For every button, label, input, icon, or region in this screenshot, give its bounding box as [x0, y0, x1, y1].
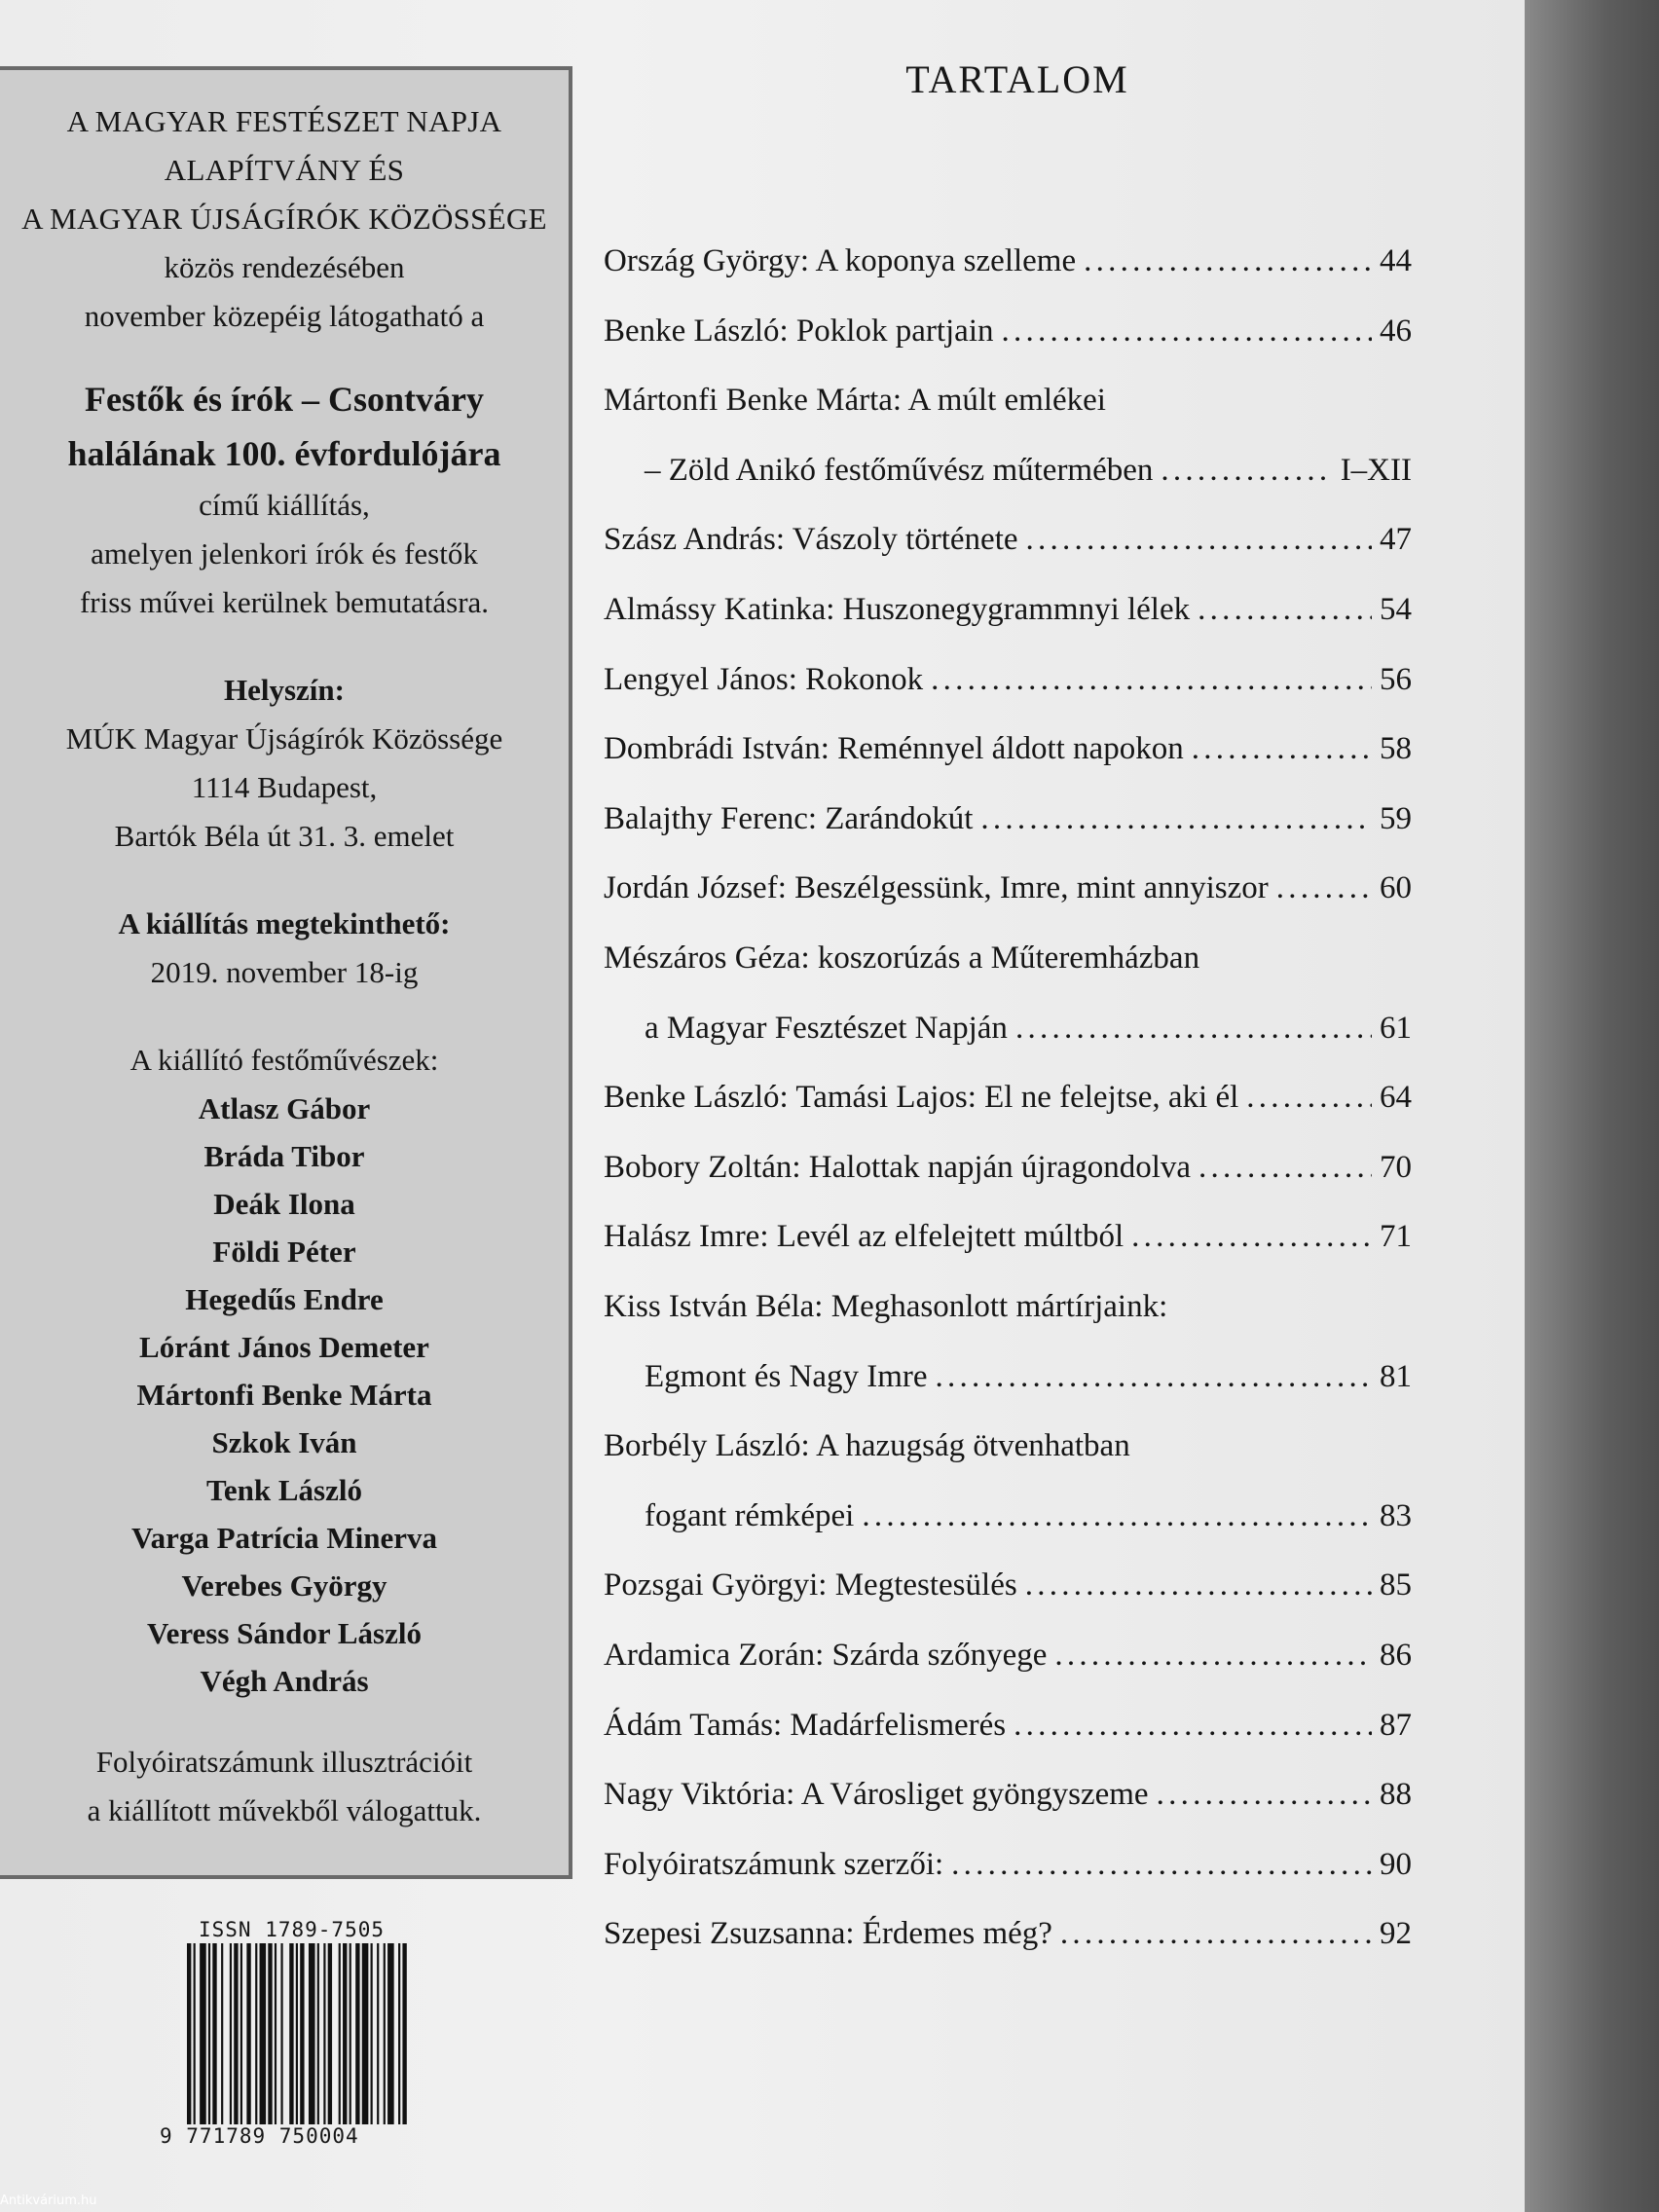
toc-dot-leader — [1276, 870, 1372, 906]
toc-entry — [604, 1916, 1412, 1952]
issn-label: ISSN 1789-7505 — [199, 1918, 386, 1941]
toc-entry — [604, 592, 1412, 628]
artist-name: Szkok Iván — [211, 1425, 357, 1459]
artist-name: Verebes György — [181, 1568, 387, 1603]
toc-entry-page: 88 — [1380, 1777, 1412, 1813]
toc-dot-leader — [1054, 1638, 1372, 1674]
toc-dot-leader — [1192, 731, 1372, 767]
toc-entry — [604, 1219, 1412, 1255]
toc-entry — [604, 383, 1412, 419]
barcode-bar — [246, 1943, 250, 2124]
toc-entry-title: Szász András: Vászoly története — [604, 522, 1018, 558]
toc-entry-title: Mészáros Géza: koszorúzás a Műteremházban — [604, 940, 1200, 976]
toc-entry-title: Bobory Zoltán: Halottak napján újragondolva — [604, 1149, 1192, 1185]
footer-line: a kiállított művekből válogattuk. — [87, 1793, 482, 1827]
toc-entry — [645, 1011, 1412, 1047]
barcode-bar — [194, 1943, 196, 2124]
toc-entry-title: Almássy Katinka: Huszonegygrammnyi lélek — [604, 592, 1191, 627]
barcode-bar — [371, 1943, 373, 2124]
toc-entry-page: 44 — [1380, 243, 1412, 278]
toc-entry-page: 54 — [1380, 592, 1412, 627]
toc-entry-title: – Zöld Anikó festőművész műtermében — [645, 452, 1154, 488]
toc-entry-title: Folyóiratszámunk szerzői: — [604, 1846, 944, 1882]
toc-entry-title: Ország György: A koponya szelleme — [604, 243, 1077, 278]
toc-entry-page: 90 — [1380, 1846, 1412, 1882]
toc-entry-page: 61 — [1380, 1010, 1412, 1046]
toc-dot-leader — [862, 1498, 1372, 1534]
toc-dot-leader — [1026, 522, 1372, 558]
barcode-bar — [350, 1943, 351, 2124]
toc-entry-title: Halász Imre: Levél az elfelejtett múltból — [604, 1219, 1124, 1255]
toc-entry-page: 71 — [1380, 1219, 1412, 1255]
toc-entry-title: Mártonfi Benke Márta: A múlt emlékei — [604, 383, 1106, 419]
toc-entry-title: Ardamica Zorán: Szárda szőnyege — [604, 1638, 1048, 1673]
footer-line: Folyóiratszámunk illusztrációit — [95, 1745, 473, 1779]
barcode-bar — [339, 1943, 341, 2124]
org-line: A MAGYAR FESTÉSZET NAPJA — [66, 104, 502, 138]
toc-entry — [604, 522, 1412, 558]
toc-entry — [604, 1289, 1412, 1325]
toc-entry-title: a Magyar Fesztészet Napján — [645, 1010, 1008, 1046]
toc-dot-leader — [1060, 1916, 1372, 1952]
toc-entry-title: Pozsgai Györgyi: Megtestesülés — [604, 1567, 1017, 1604]
toc-dot-leader — [1198, 1150, 1372, 1186]
toc-entry-title: Balajthy Ferenc: Zarándokút — [604, 800, 974, 836]
barcode-bar — [280, 1943, 282, 2124]
barcode-bar — [384, 1943, 386, 2124]
artists-label: A kiállító festőművészek: — [129, 1043, 439, 1077]
toc-entry — [604, 870, 1412, 906]
toc-entry-title: Benke László: Poklok partjain — [604, 313, 994, 349]
venue-line: MÚK Magyar Újságírók Közössége — [65, 721, 503, 756]
barcode-bar — [296, 1943, 298, 2124]
barcode-bar — [398, 1943, 400, 2124]
barcode-bar — [260, 1943, 267, 2124]
artist-name: Hegedűs Endre — [185, 1282, 384, 1316]
toc-dot-leader — [1015, 1011, 1372, 1047]
barcode-bar — [221, 1943, 223, 2124]
toc-entry — [604, 801, 1412, 837]
artist-name: Varga Patrícia Minerva — [131, 1521, 437, 1555]
toc-entry — [645, 1359, 1412, 1395]
artist-name: Végh András — [200, 1664, 369, 1698]
toc-entry-title: Ádám Tamás: Madárfelismerés — [604, 1707, 1007, 1743]
barcode — [160, 1943, 413, 2156]
toc-entry-page: 87 — [1380, 1707, 1412, 1743]
toc-entry-page: 56 — [1380, 661, 1412, 697]
toc-entry — [604, 313, 1412, 350]
page-edge-shadow — [1525, 0, 1659, 2212]
toc-entry-title: fogant rémképei — [645, 1497, 855, 1533]
toc-entry-title: Nagy Viktória: A Városliget gyöngyszeme — [604, 1777, 1149, 1813]
barcode-bar — [255, 1943, 257, 2124]
barcode-bar — [309, 1943, 315, 2124]
artist-name: Atlasz Gábor — [198, 1091, 371, 1125]
toc-dot-leader — [1157, 1777, 1372, 1813]
toc-dot-leader — [980, 801, 1372, 837]
watermark: Antikvárium.hu — [0, 2194, 97, 2208]
artist-name: Bráda Tibor — [203, 1139, 365, 1173]
toc-entry — [604, 731, 1412, 767]
artist-list — [0, 1085, 569, 1705]
barcode-bar — [268, 1943, 272, 2124]
exhibition-desc-line: amelyen jelenkori írók és festők — [91, 536, 478, 571]
barcode-bar — [387, 1943, 394, 2124]
artist-name: Tenk László — [206, 1473, 362, 1507]
barcode-bar — [328, 1943, 332, 2124]
toc-entry-title: Jordán József: Beszélgessünk, Imre, mint annyiszor — [604, 870, 1269, 906]
barcode-bars — [187, 1943, 409, 2124]
artist-name: Lóránt János Demeter — [139, 1330, 429, 1364]
barcode-bar — [343, 1943, 347, 2124]
toc-dot-leader — [1025, 1567, 1372, 1604]
org-line: A MAGYAR ÚJSÁGÍRÓK KÖZÖSSÉGE — [21, 202, 547, 236]
barcode-bar — [355, 1943, 359, 2124]
toc-entry-title: Dombrádi István: Reménnyel áldott napokon — [604, 731, 1184, 767]
exhibition-title-line: Festők és írók – Csontváry — [85, 380, 484, 419]
barcode-bar — [200, 1943, 206, 2124]
barcode-bar — [402, 1943, 406, 2124]
barcode-bar — [187, 1943, 191, 2124]
toc-entry-page: 70 — [1380, 1149, 1412, 1185]
barcode-bar — [230, 1943, 232, 2124]
toc-entry-title: Kiss István Béla: Meghasonlott mártírjaink: — [604, 1289, 1168, 1324]
toc-entry — [604, 1777, 1412, 1813]
toc-entry-page: 46 — [1380, 313, 1412, 349]
toc-dot-leader — [931, 662, 1372, 698]
toc-entry — [604, 1428, 1412, 1464]
toc-entry-page: 58 — [1380, 731, 1412, 767]
barcode-bar — [377, 1943, 379, 2124]
toc-entry-page: 59 — [1380, 800, 1412, 836]
toc-entry — [645, 453, 1412, 489]
barcode-bar — [212, 1943, 216, 2124]
exhibition-desc-line: friss művei kerülnek bemutatásra. — [79, 585, 490, 619]
toc-entry-page: I–XII — [1340, 452, 1412, 488]
toc-dot-leader — [951, 1847, 1372, 1883]
toc-entry — [604, 1708, 1412, 1744]
exhibition-desc-line: című kiállítás, — [199, 488, 370, 522]
toc-entry-page: 86 — [1380, 1638, 1412, 1673]
barcode-bar — [317, 1943, 319, 2124]
intro-line: közös rendezésében — [164, 250, 405, 284]
toc-dot-leader — [936, 1359, 1372, 1395]
toc-entry — [604, 1150, 1412, 1186]
barcode-bar — [234, 1943, 238, 2124]
barcode-bar — [208, 1943, 210, 2124]
org-line: ALAPÍTVÁNY ÉS — [164, 153, 405, 187]
toc-entry-title: Lengyel János: Rokonok — [604, 661, 924, 697]
barcode-bar — [240, 1943, 242, 2124]
toc-entry-title: Benke László: Tamási Lajos: El ne felejtse, aki él — [604, 1080, 1239, 1116]
toc-title: TARTALOM — [905, 57, 1129, 101]
barcode-bar — [300, 1943, 304, 2124]
toc-entry — [604, 1567, 1412, 1604]
artist-name: Deák Ilona — [213, 1187, 355, 1221]
toc-entry — [604, 1847, 1412, 1883]
venue-line: Bartók Béla út 31. 3. emelet — [114, 819, 455, 853]
barcode-bar — [275, 1943, 276, 2124]
toc-entry — [645, 1498, 1412, 1534]
toc-dot-leader — [1014, 1708, 1372, 1744]
toc-dot-leader — [1084, 243, 1372, 279]
toc-dot-leader — [1131, 1219, 1372, 1255]
venue-label: Helyszín: — [224, 673, 345, 707]
intro-line: november közepéig látogatható a — [84, 299, 485, 333]
toc-entry-title: Szepesi Zsuzsanna: Érdemes még? — [604, 1916, 1052, 1952]
toc-entry — [604, 1638, 1412, 1674]
viewable-label: A kiállítás megtekinthető: — [118, 906, 451, 940]
toc-entry-page: 64 — [1380, 1080, 1412, 1116]
artist-name: Veress Sándor László — [147, 1616, 422, 1650]
venue-line: 1114 Budapest, — [191, 770, 378, 804]
toc-entry-page: 60 — [1380, 870, 1412, 906]
toc-entry — [604, 1080, 1412, 1116]
exhibition-title-line: halálának 100. évfordulójára — [67, 434, 501, 473]
toc-entry-page: 85 — [1380, 1567, 1412, 1604]
barcode-digits: 9 771789 750004 — [160, 2124, 359, 2148]
toc-entry-page: 92 — [1380, 1916, 1412, 1952]
toc-entry-page: 47 — [1380, 522, 1412, 558]
toc-entry — [604, 243, 1412, 279]
barcode-bar — [362, 1943, 369, 2124]
toc-dot-leader — [1246, 1080, 1372, 1116]
barcode-bar — [289, 1943, 293, 2124]
artist-name: Földi Péter — [212, 1235, 356, 1269]
exhibition-info-box — [0, 66, 572, 1879]
toc-entry-page: 81 — [1380, 1358, 1412, 1394]
toc-entry-page: 83 — [1380, 1497, 1412, 1533]
barcode-bar — [323, 1943, 325, 2124]
toc-entry-title: Egmont és Nagy Imre — [645, 1358, 928, 1394]
toc-dot-leader — [1002, 313, 1373, 350]
toc-entry-title: Borbély László: A hazugság ötvenhatban — [604, 1428, 1130, 1464]
toc-entry — [604, 940, 1412, 977]
toc-dot-leader — [1198, 592, 1372, 628]
toc-entry — [604, 662, 1412, 698]
toc-dot-leader — [1161, 453, 1332, 489]
viewable-date: 2019. november 18-ig — [150, 955, 419, 989]
artist-name: Mártonfi Benke Márta — [136, 1378, 432, 1412]
